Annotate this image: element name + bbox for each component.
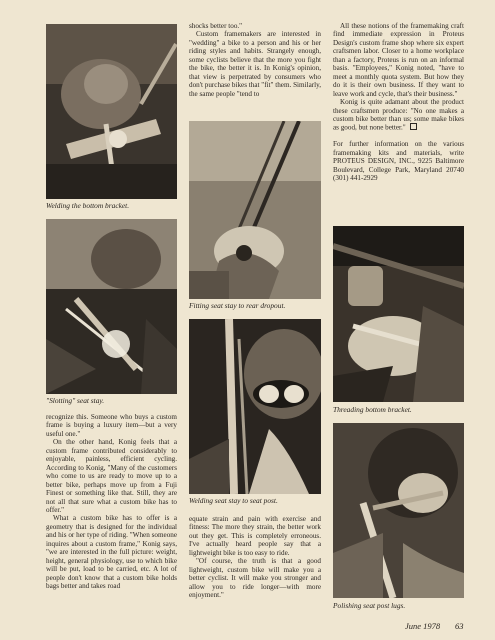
body-column-2-bottom — [189, 515, 321, 600]
photo-threading-bottom-bracket — [333, 226, 464, 402]
end-of-article-mark — [410, 123, 417, 130]
caption-fitting-seat-stay: Fitting seat stay to rear dropout. — [189, 301, 286, 310]
page-number: 63 — [455, 621, 464, 631]
paragraph: recognize this. Someone who buys a custom frame is buying a luxury item—but a very useful one." — [46, 413, 177, 438]
caption-threading-bottom-bracket: Threading bottom bracket. — [333, 405, 412, 414]
paragraph: shocks better too." — [189, 22, 243, 30]
issue-date: June 1978 — [405, 621, 441, 631]
body-column-1 — [46, 413, 177, 591]
paragraph: All these notions of the framemaking craft find immediate expression in Proteus Design's custom frame shop where six expert craftsmen labor. Closer to a home workplace than a factory, Proteus is run on an informal basis. "Employees," Konig noted, "have to meet a monthly quota system. But how they do it is their own business. If they want to leave work and cycle, that's their business." — [333, 22, 464, 98]
caption-welding-bottom-bracket: Welding the bottom bracket. — [46, 201, 130, 210]
paragraph: What a custom bike has to offer is a geometry that is designed for the individual and his or her type of riding. "When someone inquires about a custom frame," Konig says, "we are interested in the full picture: weight, height, general physiology, use to which bike will be put, load to be carried, etc. A lot of people don't know that a custom bike holds bags better and takes road — [46, 514, 177, 591]
paragraph: Custom framemakers are interested in "wedding" a bike to a person and his or her riding styles and habits. Strangely enough, some cyclists believe that the more you fight the bike, the better it is. In Konig's opinion, that view is perpetrated by consumers who don't purchase bikes that "fit" them. Similarly, the same people "tend to — [189, 30, 321, 98]
body-column-2-top — [189, 22, 321, 98]
paragraph-text: Konig is quite adamant about the product these craftsmen produce: "No one makes a custom bike better than us; some make bikes as good, but none better." — [333, 98, 464, 132]
body-column-3 — [333, 22, 464, 183]
paragraph: On the other hand, Konig feels that a custom frame contributed considerably to enjoyable, painless, efficient cycling. According to Konig, "Many of the customers who come to us are ready to move up to a better bike, perhaps move up from a Fuji Finest or something like that. Still, they are not all that sure what a custom bike has to offer." — [46, 438, 177, 514]
photo-welding-bottom-bracket — [46, 24, 177, 199]
paragraph — [333, 98, 464, 132]
caption-welding-seat-stay: Welding seat stay to seat post. — [189, 496, 278, 505]
paragraph: "Of course, the truth is that a good lightweight, custom bike will make you a better cyclist. It will make you stronger and allow you to ride longer—with more enjoyment." — [189, 557, 321, 600]
paragraph: For further information on the various framemaking kits and materials, write PROTEUS DESIGN, INC., 9225 Baltimore Boulevard, College Park, Maryland 20740 (301) 441-2929 — [333, 140, 464, 183]
caption-polishing-seat-post-lugs: Polishing seat post lugs. — [333, 601, 406, 610]
photo-fitting-seat-stay — [189, 121, 321, 299]
paragraph: equate strain and pain with exercise and fitness: The more they strain, the better work out they get. This is completely erroneous. I've actually heard people say that a lightweight bike is too easy to ride. — [189, 515, 321, 557]
photo-polishing-seat-post-lugs — [333, 423, 464, 598]
photo-welding-seat-stay — [189, 319, 321, 494]
caption-slotting-seat-stay: "Slotting" seat stay. — [46, 396, 105, 405]
photo-slotting-seat-stay — [46, 219, 177, 394]
